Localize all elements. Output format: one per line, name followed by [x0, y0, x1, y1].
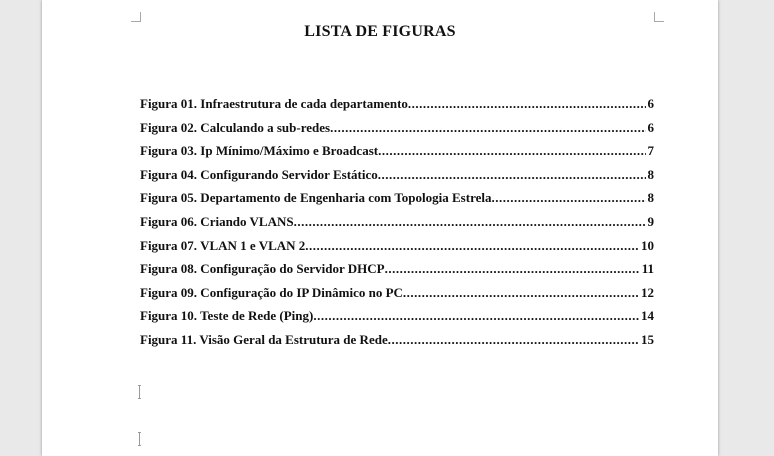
figure-entry-label: Figura 01. Infraestrutura de cada departamento: [140, 96, 408, 111]
figure-entry-label: Figura 03. Ip Mínimo/Máximo e Broadcast: [140, 143, 379, 159]
dot-leader: [305, 238, 639, 254]
margin-corner-marker-right: [654, 12, 664, 22]
figure-entry-page: 6: [647, 119, 654, 135]
figure-list-item[interactable]: [140, 120, 654, 144]
figure-entry-label: Figura 10. Teste de Rede (Ping): [140, 308, 314, 324]
figure-entry-label: Figura 08. Configuração do Servidor DHCP: [140, 261, 385, 277]
figure-entry-label: Figura 09. Configuração do IP Dinâmico no PC: [140, 284, 403, 300]
figure-entry-page: 12: [641, 284, 654, 300]
figure-entry-label: Figura 07. VLAN 1 e VLAN 2: [140, 237, 306, 253]
figure-entry-label: Figura 06. Criando VLANS: [140, 213, 294, 229]
figure-list-item[interactable]: [140, 167, 654, 191]
figure-list-item[interactable]: [140, 308, 654, 332]
figure-entry-page: 15: [641, 331, 654, 347]
figure-entry-page: 7: [647, 143, 654, 159]
dot-leader: [378, 143, 645, 159]
figure-list-item[interactable]: [140, 190, 654, 214]
figure-list-item[interactable]: [140, 261, 654, 285]
dot-leader: [388, 332, 639, 348]
margin-corner-marker-left: [131, 12, 141, 22]
figure-entry-label: Figura 11. Visão Geral da Estrutura de Rede: [140, 331, 388, 347]
figure-entry-page: 8: [647, 166, 654, 182]
figure-entry-page: 11: [641, 261, 654, 277]
dot-leader: [491, 190, 645, 206]
figure-entry-label: Figura 05. Departamento de Engenharia com Topologia Estrela: [140, 190, 492, 206]
page-title: LISTA DE FIGURAS: [304, 23, 456, 40]
dot-leader: [313, 308, 639, 324]
figure-entry-page: 8: [647, 190, 654, 206]
dot-leader: [403, 285, 639, 301]
text-cursor-icon: [139, 385, 143, 399]
dot-leader: [385, 261, 640, 277]
figure-entry-page: 10: [641, 237, 654, 253]
figure-list-item[interactable]: [140, 285, 654, 309]
figure-list-item[interactable]: [140, 238, 654, 262]
dot-leader: [330, 120, 645, 136]
document-page[interactable]: [42, 0, 718, 456]
figure-entry-page: 14: [641, 308, 654, 324]
text-cursor-icon: [139, 432, 143, 446]
figure-list-item[interactable]: [140, 332, 654, 356]
figure-entry-label: Figura 04. Configurando Servidor Estático: [140, 166, 378, 182]
dot-leader: [408, 96, 646, 112]
figure-list-item[interactable]: [140, 96, 654, 120]
dot-leader: [294, 214, 646, 230]
dot-leader: [378, 167, 646, 183]
figure-entry-page: 6: [647, 96, 654, 111]
figure-list-item[interactable]: [140, 214, 654, 238]
figure-list: [140, 96, 654, 356]
figure-entry-label: Figura 02. Calculando a sub-redes: [140, 119, 331, 135]
figure-list-item[interactable]: [140, 143, 654, 167]
figure-entry-page: 9: [647, 213, 654, 229]
